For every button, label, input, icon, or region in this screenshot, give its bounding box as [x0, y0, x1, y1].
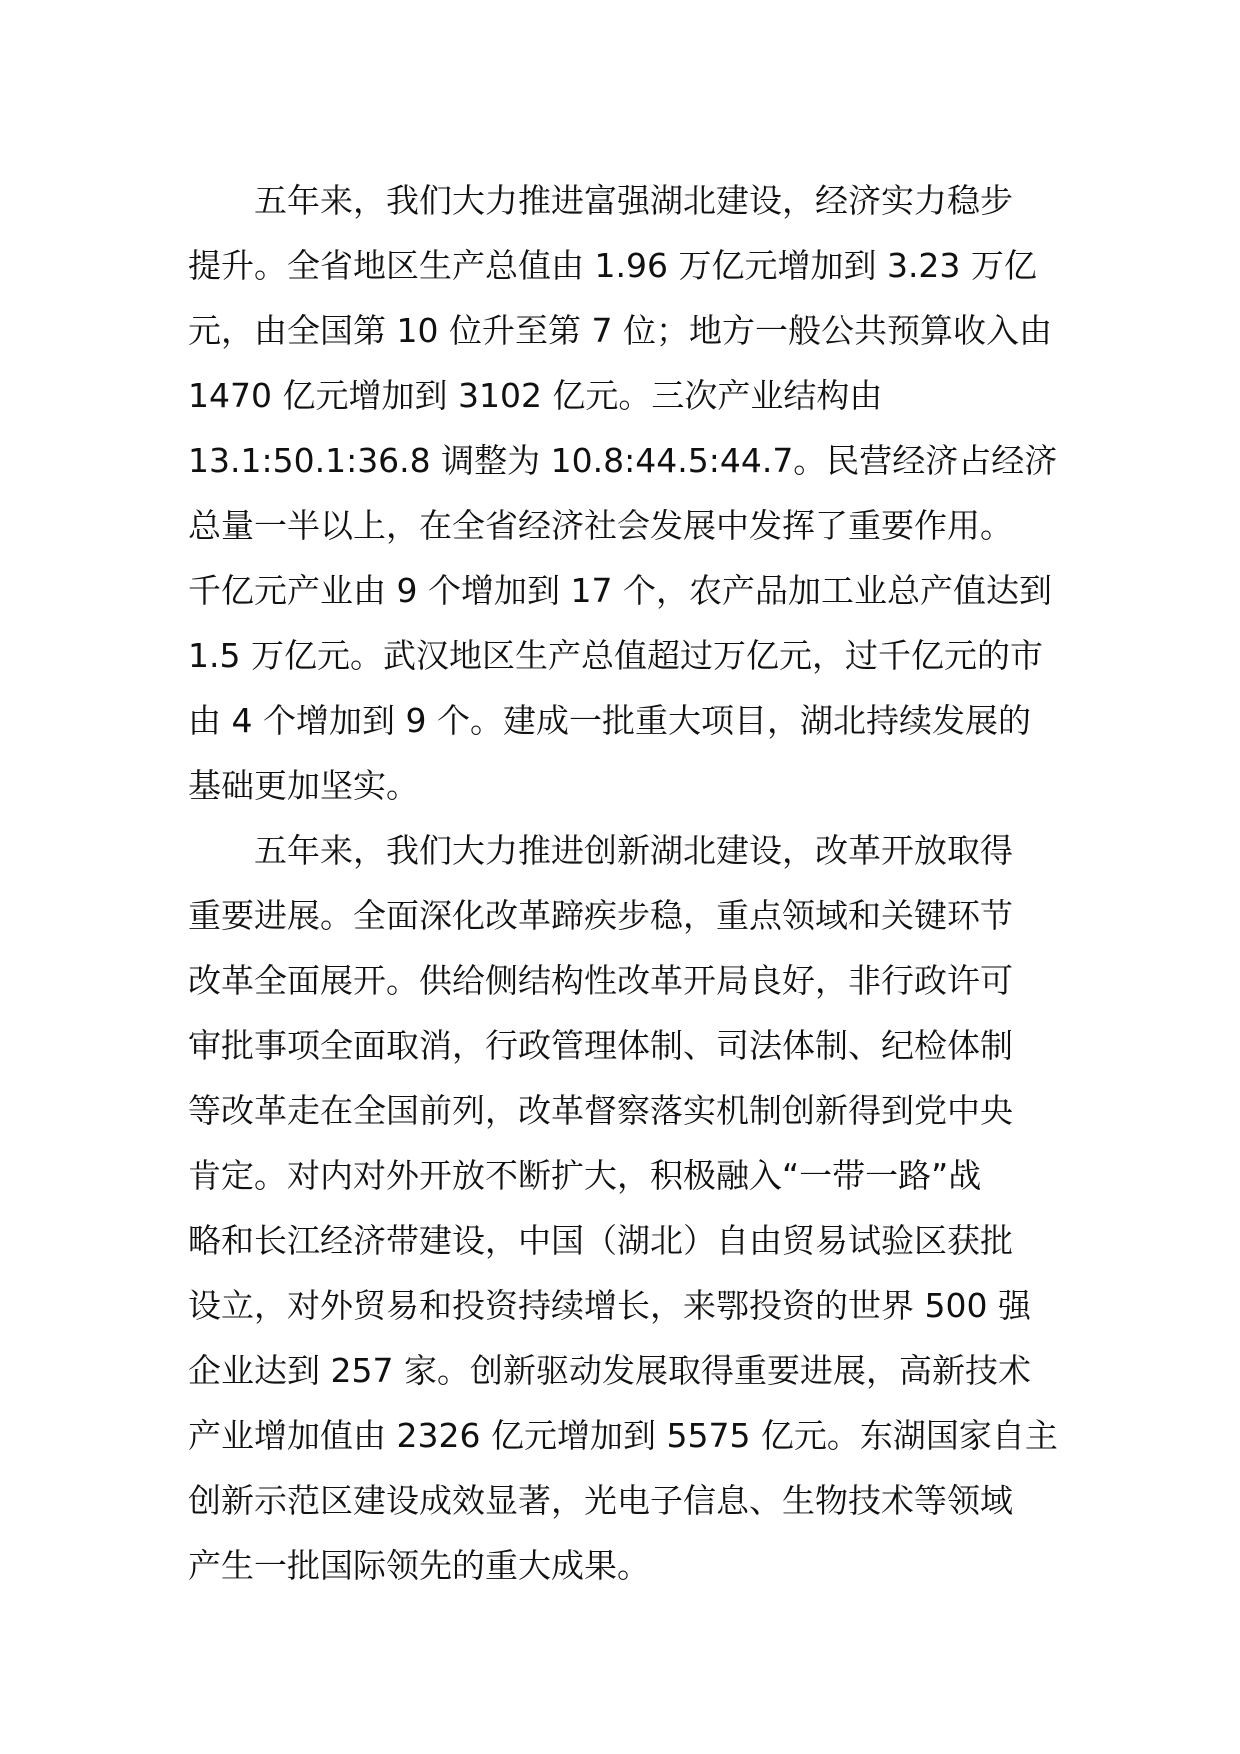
text-line: 元，由全国第 10 位升至第 7 位；地方一般公共预算收入由 [188, 311, 1052, 350]
text-line: 产生一批国际领先的重大成果。 [188, 1546, 650, 1585]
text-line: 创新示范区建设成效显著，光电子信息、生物技术等领域 [188, 1481, 1013, 1520]
paragraph-2 [188, 818, 1058, 1598]
text-line: 略和长江经济带建设，中国（湖北）自由贸易试验区获批 [188, 1221, 1013, 1260]
text-line: 1.5 万亿元。武汉地区生产总值超过万亿元，过千亿元的市 [188, 636, 1043, 675]
text-line: 五年来，我们大力推进富强湖北建设，经济实力稳步 [254, 181, 1013, 220]
body-text [188, 168, 1058, 1598]
text-line: 千亿元产业由 9 个增加到 17 个，农产品加工业总产值达到 [188, 571, 1052, 610]
text-line: 企业达到 257 家。创新驱动发展取得重要进展，高新技术 [188, 1351, 1031, 1390]
paragraph-1 [188, 168, 1058, 818]
text-line: 1470 亿元增加到 3102 亿元。三次产业结构由 [188, 376, 883, 415]
text-line: 五年来，我们大力推进创新湖北建设，改革开放取得 [254, 831, 1013, 870]
text-line: 审批事项全面取消，行政管理体制、司法体制、纪检体制 [188, 1026, 1013, 1065]
text-line: 肯定。对内对外开放不断扩大，积极融入“一带一路”战 [188, 1156, 982, 1195]
text-line: 由 4 个增加到 9 个。建成一批重大项目，湖北持续发展的 [188, 701, 1031, 740]
text-line: 提升。全省地区生产总值由 1.96 万亿元增加到 3.23 万亿 [188, 246, 1037, 285]
text-line: 总量一半以上，在全省经济社会发展中发挥了重要作用。 [188, 506, 1013, 545]
text-line: 设立，对外贸易和投资持续增长，来鄂投资的世界 500 强 [188, 1286, 1031, 1325]
text-line: 产业增加值由 2326 亿元增加到 5575 亿元。东湖国家自主 [188, 1416, 1058, 1455]
text-line: 13.1:50.1:36.8 调整为 10.8:44.5:44.7。民营经济占经济 [188, 441, 1058, 480]
text-line: 改革全面展开。供给侧结构性改革开局良好，非行政许可 [188, 961, 1013, 1000]
text-line: 重要进展。全面深化改革蹄疾步稳，重点领域和关键环节 [188, 896, 1013, 935]
text-line: 等改革走在全国前列，改革督察落实机制创新得到党中央 [188, 1091, 1013, 1130]
text-line: 基础更加坚实。 [188, 766, 419, 805]
